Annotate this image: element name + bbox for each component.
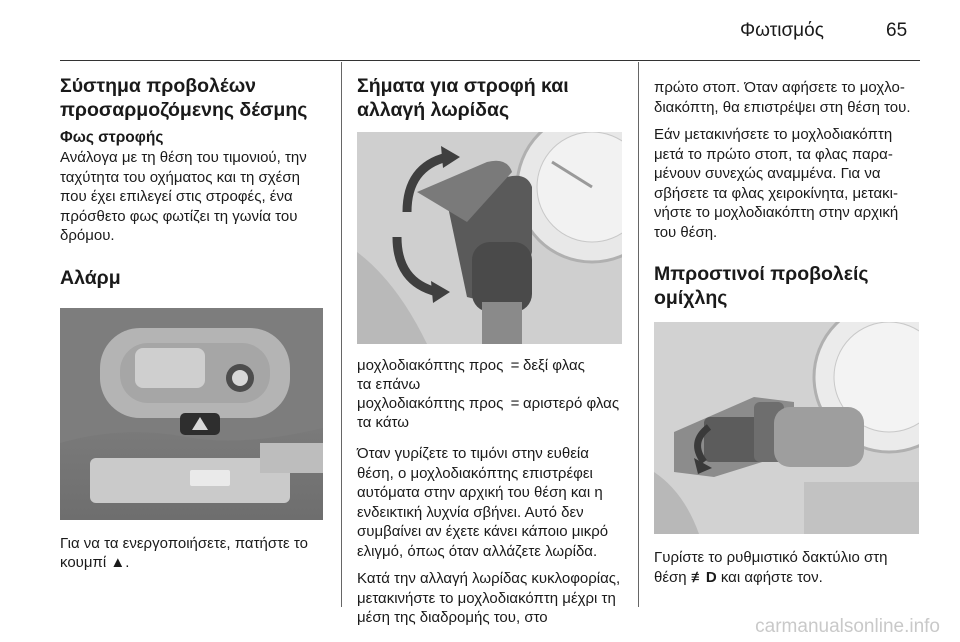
- header-divider: [60, 60, 920, 61]
- hazard-switch-illustration: [60, 308, 323, 520]
- legend-left-signal: αριστερό φλας: [523, 395, 620, 412]
- fog-light-ring-image: [654, 322, 919, 534]
- legend-row-down: [357, 394, 622, 432]
- legend-equals: =: [510, 395, 520, 412]
- lane-change-para-2: Εάν μετακινήσετε το μοχλοδιακόπτη μετά το πρώτο στοπ, τα φλας παραμένουν συνεχώς αναμμένα. Για να σβήσετε τα φλας χειροκίνητα, μετακινήστε το μοχλοδιακόπτη στην αρχική του θέση.: [654, 126, 899, 241]
- turn-signal-para-2: Κατά την αλλαγή λωρίδας κυκλοφορίας, μετακινήστε το μοχλοδιακόπτη μέχρι τη μέση της διαδρομής του, στο: [357, 570, 621, 626]
- page-title: Φωτισμός: [740, 20, 824, 41]
- hazard-triangle-icon: ▲: [110, 554, 126, 571]
- section-title-alarm: Αλάρμ: [60, 266, 121, 289]
- fog-light-icon: ≢D: [690, 568, 717, 586]
- column-1: [60, 62, 325, 614]
- legend-right-signal: δεξί φλας: [523, 357, 585, 374]
- legend-lever-down: μοχλοδιακόπτης προς τα κάτω: [357, 395, 504, 431]
- column-divider-1: [341, 62, 342, 607]
- alarm-instruction-end: .: [125, 554, 130, 571]
- alarm-instruction: [60, 534, 325, 573]
- column-3: [654, 62, 922, 614]
- lane-change-para-1: πρώτο στοπ. Όταν αφήσετε το μοχλοδιακόπτη, θα επιστρέψει στη θέση του.: [654, 79, 911, 116]
- alarm-instruction-text: Για να τα ενεργοποιήσετε, πατήστε το κουμπί: [60, 534, 308, 571]
- legend-row-up: [357, 356, 622, 394]
- column-2: [357, 62, 625, 626]
- turn-signal-lever-image: [357, 132, 622, 344]
- cornering-light-text: Ανάλογα με τη θέση του τιμονιού, την ταχύτητα του οχήματος και τη σχέση που έχει επιλεγεί στις στροφές, ένα πρόσθετο φως φωτίζει τη γωνία του δρόμου.: [60, 149, 307, 244]
- footer-watermark: carmanualsonline.info: [755, 616, 940, 637]
- subsection-title-cornering-light: Φως στροφής: [60, 129, 164, 146]
- fog-light-instruction: [654, 548, 922, 587]
- section-title-turn-signals: Σήματα για στροφή και αλλαγή λωρίδας: [357, 75, 569, 121]
- section-title-adaptive-lights: Σύστημα προβολέων προσαρμοζόμενης δέσμης: [60, 75, 308, 121]
- legend-lever-up: μοχλοδιακόπτης προς τα επάνω: [357, 357, 504, 393]
- lever-legend-table: [357, 356, 622, 432]
- hazard-switch-image: [60, 308, 323, 520]
- turn-signal-para-1: Όταν γυρίζετε το τιμόνι στην ευθεία θέση, ο μοχλοδιακόπτης επιστρέφει αυτόματα στην αρχική του θέση και η ενδεικτική λυχνία σβήνει. Αυτό δεν συμβαίνει αν έχετε κάνει κάποιο μικρό ελιγμό, όπως όταν αλλάζετε λωρίδα.: [357, 445, 609, 560]
- section-title-fog-lights: Μπροστινοί προβολείς ομίχλης: [654, 263, 869, 309]
- page-header: [0, 0, 960, 62]
- fog-light-instruction-text: Γυρίστε το ρυθμιστικό δακτύλιο στη θέση: [654, 549, 888, 586]
- page-number: 65: [886, 20, 908, 41]
- legend-equals: =: [510, 357, 520, 374]
- column-divider-2: [638, 62, 639, 607]
- turn-signal-lever-illustration: [357, 132, 622, 344]
- fog-light-ring-illustration: [654, 322, 919, 534]
- fog-light-instruction-end: και αφήστε τον.: [720, 568, 823, 586]
